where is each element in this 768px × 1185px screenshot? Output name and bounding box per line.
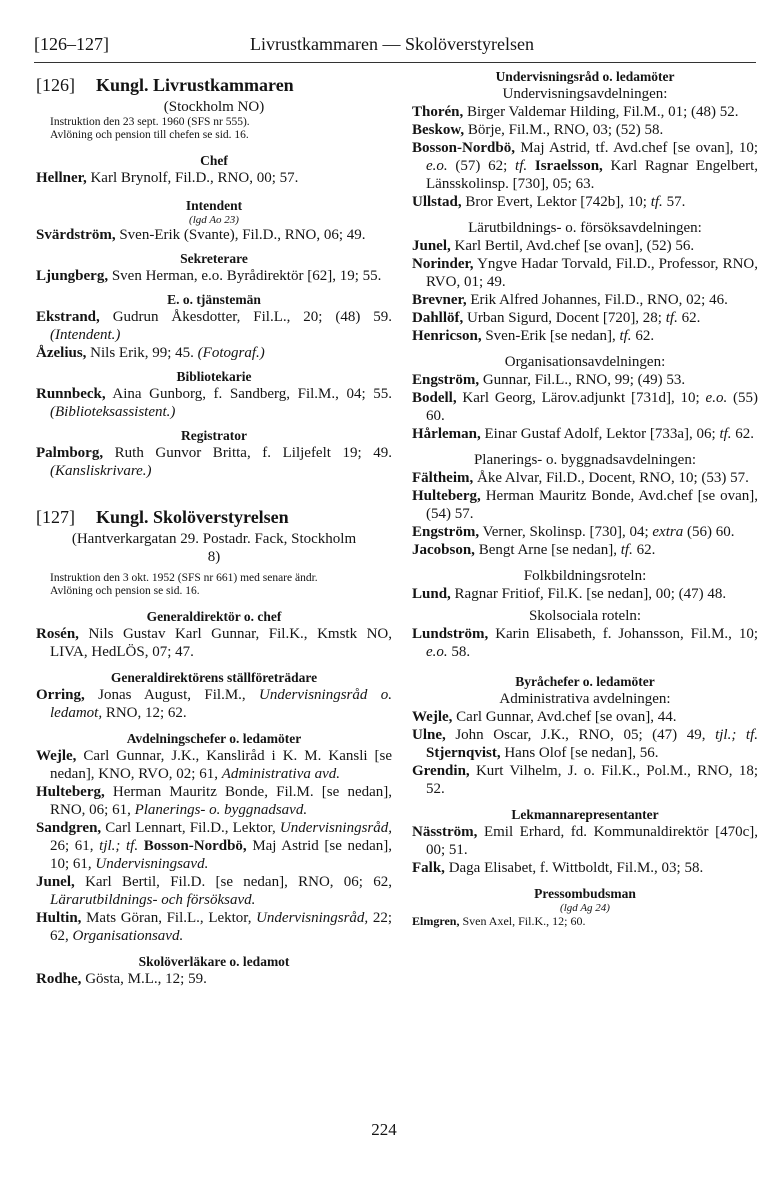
subsection-heading: Folkbildningsroteln:	[523, 568, 647, 584]
section-heading: Kungl. Livrustkammaren	[96, 75, 294, 95]
role-heading: Registrator	[181, 428, 247, 443]
header-rule	[34, 62, 756, 63]
person-entry: Ulne, John Oscar, J.K., RNO, 05; (47) 49, tjl.; tf. Stjernqvist, Hans Olof [se nedan], 56.	[412, 727, 759, 761]
running-header	[34, 34, 756, 56]
person-entry: Ekstrand, Gudrun Åkesdotter, Fil.L., 20; (48) 59. (Intendent.)	[36, 309, 392, 343]
role-heading: Generaldirektör o. chef	[146, 609, 282, 624]
subsection-heading: Skolsociala roteln:	[528, 608, 642, 624]
salary-note: Avlöning och pension se sid. 16.	[50, 585, 200, 597]
person-entry: Hulteberg, Herman Mauritz Bonde, Avd.chef [se ovan], (54) 57.	[412, 488, 758, 522]
person-entry: Näsström, Emil Erhard, fd. Kommunaldirektör [470c], 00; 51.	[412, 824, 758, 858]
running-title: Livrustkammaren — Skolöverstyrelsen	[250, 34, 534, 54]
person-entry: Hulteberg, Herman Mauritz Bonde, Fil.M. [se nedan], RNO, 06; 61, Planerings- o. byggnadsavd.	[36, 784, 393, 818]
person-entry: Rodhe, Gösta, M.L., 12; 59.	[36, 971, 207, 987]
person-entry: Fältheim, Åke Alvar, Fil.D., Docent, RNO, 10; (53) 57.	[412, 470, 749, 486]
person-entry: Wejle, Carl Gunnar, J.K., Kansliråd i K. M. Kansli [se nedan], KNO, RVO, 02; 61, Administrativa avd.	[36, 748, 393, 782]
person-entry: Junel, Karl Bertil, Avd.chef [se ovan], (52) 56.	[412, 238, 695, 254]
role-note: (lgd Ao 23)	[189, 214, 239, 226]
person-entry: Jacobson, Bengt Arne [se nedan], tf. 62.	[412, 542, 656, 558]
page-range: [126–127]	[34, 34, 109, 54]
subsection-heading: Administrativa avdelningen:	[499, 691, 671, 707]
section-number: [127]	[36, 507, 75, 527]
person-entry: Thorén, Birger Valdemar Hilding, Fil.M., 01; (48) 52.	[412, 104, 739, 120]
role-heading: Pressombudsman	[534, 886, 636, 901]
person-entry: Norinder, Yngve Hadar Torvald, Fil.D., Professor, RNO, RVO, 01; 49.	[412, 256, 758, 290]
person-entry: Lund, Ragnar Fritiof, Fil.K. [se nedan], 00; (47) 48.	[412, 586, 727, 602]
role-heading: Byråchefer o. ledamöter	[515, 674, 655, 689]
instruction-note: Instruktion den 23 sept. 1960 (SFS nr 555).	[50, 116, 250, 128]
right-column	[412, 68, 758, 928]
person-entry: Lundström, Karin Elisabeth, f. Johansson, Fil.M., 10; e.o. 58.	[412, 626, 758, 660]
person-entry: Ullstad, Bror Evert, Lektor [742b], 10; tf. 57.	[412, 194, 686, 210]
subsection-heading: Lärutbildnings- o. försöksavdelningen:	[468, 220, 702, 236]
section-address: (Stockholm NO)	[163, 99, 265, 115]
role-note: (lgd Ag 24)	[560, 902, 610, 914]
person-entry: Engström, Gunnar, Fil.L., RNO, 99; (49) 53.	[412, 372, 686, 388]
person-entry: Elmgren, Sven Axel, Fil.K., 12; 60.	[412, 914, 586, 928]
person-entry: Bodell, Karl Georg, Lärov.adjunkt [731d], 10; e.o. (55) 60.	[412, 390, 759, 424]
person-entry: Junel, Karl Bertil, Fil.D. [se nedan], RNO, 06; 62, Lärarutbildnings- och försöksavd.	[36, 874, 393, 908]
person-entry: Hårleman, Einar Gustaf Adolf, Lektor [733a], 06; tf. 62.	[412, 426, 755, 442]
subsection-heading: Planerings- o. byggnadsavdelningen:	[473, 452, 697, 468]
role-heading: Undervisningsråd o. ledamöter	[495, 69, 675, 84]
section-127-title	[36, 506, 392, 528]
person-entry: Hellner, Karl Brynolf, Fil.D., RNO, 00; 57.	[36, 170, 299, 186]
role-heading: Sekreterare	[180, 251, 248, 266]
person-entry: Brevner, Erik Alfred Johannes, Fil.D., RNO, 02; 46.	[412, 292, 728, 308]
section-address: (Hantverkargatan 29. Postadr. Fack, Stockholm 8)	[71, 531, 357, 565]
role-heading: E. o. tjänstemän	[167, 292, 261, 307]
person-entry: Ljungberg, Sven Herman, e.o. Byrådirektör [62], 19; 55.	[36, 268, 382, 284]
person-entry: Bosson-Nordbö, Maj Astrid, tf. Avd.chef [se ovan], 10; e.o. (57) 62; tf. Israelsson, Karl Ragnar Engelbert, Länsskolinsp. [730], 05; 63.	[412, 140, 759, 192]
person-entry: Engström, Verner, Skolinsp. [730], 04; extra (56) 60.	[412, 524, 735, 540]
instruction-note: Instruktion den 3 okt. 1952 (SFS nr 661) med senare ändr.	[50, 572, 318, 584]
role-heading: Bibliotekarie	[176, 369, 252, 384]
person-entry: Grendin, Kurt Vilhelm, J. o. Fil.K., Pol.M., RNO, 18; 52.	[412, 763, 759, 797]
left-column	[36, 68, 392, 988]
person-entry: Runnbeck, Aina Gunborg, f. Sandberg, Fil.M., 04; 55. (Biblioteksassistent.)	[36, 386, 392, 420]
person-entry: Sandgren, Carl Lennart, Fil.D., Lektor, Undervisningsråd, 26; 61, tjl.; tf. Bosson-Nordbö, Maj Astrid [se nedan], 10; 61, Undervisningsavd.	[36, 820, 393, 872]
role-heading: Generaldirektörens ställföreträdare	[110, 670, 318, 685]
role-heading: Avdelningschefer o. ledamöter	[126, 731, 302, 746]
role-heading: Intendent	[185, 198, 243, 213]
role-heading: Skolöverläkare o. ledamot	[138, 954, 290, 969]
role-heading: Lekmannarepresentanter	[511, 807, 659, 822]
section-heading: Kungl. Skolöverstyrelsen	[96, 507, 289, 527]
section-126-title	[36, 74, 392, 96]
person-entry: Rosén, Nils Gustav Karl Gunnar, Fil.K., Kmstk NO, LIVA, HedLÖS, 07; 47.	[36, 626, 392, 660]
person-entry: Palmborg, Ruth Gunvor Britta, f. Liljefelt 19; 49. (Kansliskrivare.)	[36, 445, 392, 479]
person-entry: Beskow, Börje, Fil.M., RNO, 03; (52) 58.	[412, 122, 664, 138]
person-entry: Dahllöf, Urban Sigurd, Docent [720], 28; tf. 62.	[412, 310, 701, 326]
salary-note: Avlöning och pension till chefen se sid. 16.	[50, 129, 249, 141]
person-entry: Henricson, Sven-Erik [se nedan], tf. 62.	[412, 328, 655, 344]
subsection-heading: Undervisningsavdelningen:	[502, 86, 668, 102]
section-number: [126]	[36, 75, 75, 95]
page-number: 224	[371, 1120, 397, 1139]
person-entry: Orring, Jonas August, Fil.M., Undervisningsråd o. ledamot, RNO, 12; 62.	[36, 687, 392, 721]
person-entry: Falk, Daga Elisabet, f. Wittboldt, Fil.M., 03; 58.	[412, 860, 704, 876]
role-heading: Chef	[200, 153, 228, 168]
person-entry: Hultin, Mats Göran, Fil.L., Lektor, Undervisningsråd, 22; 62, Organisationsavd.	[36, 910, 392, 944]
person-entry: Svärdström, Sven-Erik (Svante), Fil.D., RNO, 06; 49.	[36, 227, 366, 243]
person-entry: Åzelius, Nils Erik, 99; 45. (Fotograf.)	[36, 345, 265, 361]
subsection-heading: Organisationsavdelningen:	[504, 354, 666, 370]
person-entry: Wejle, Carl Gunnar, Avd.chef [se ovan], 44.	[412, 709, 677, 725]
